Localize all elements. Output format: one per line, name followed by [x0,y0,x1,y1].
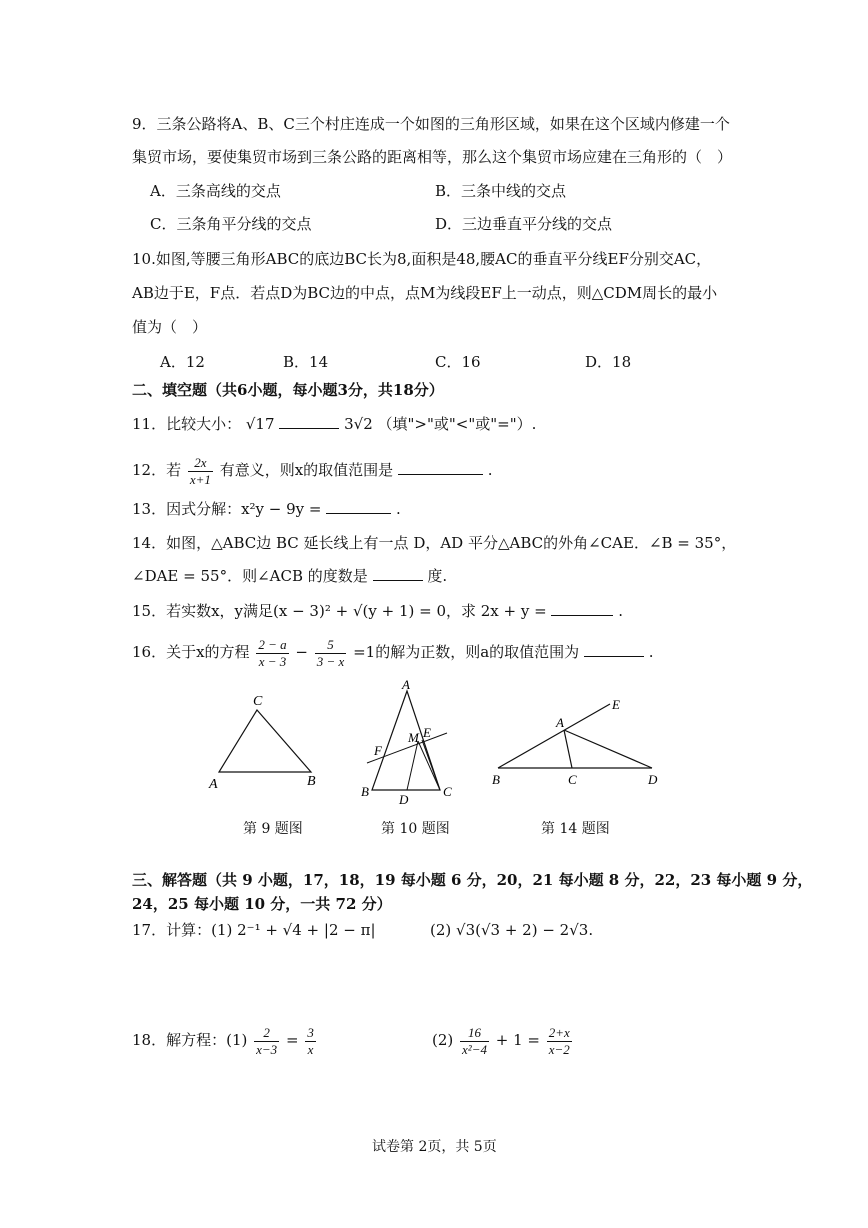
q16-answer-blank[interactable] [584,642,644,657]
q12-numerator: 2x [188,455,213,472]
q10-line1: 10.如图,等腰三角形ABC的底边BC长为8,面积是48,腰AC的垂直平分线EF分别交AC， [132,250,712,268]
q12-end: . [487,461,493,479]
q11-left: √17 [245,415,275,433]
q10-option-d: D．18 [585,353,632,371]
q16-denominator-1: x − 3 [258,653,287,669]
q16-numerator-2: 5 [315,637,347,654]
q13-end: . [396,500,401,518]
q18-part2 [432,1022,574,1058]
q10-option-c: C．16 [435,353,481,371]
fig14-label-d: D [648,772,658,787]
q18-p1-numerator-1: 2 [254,1025,279,1042]
q18-p1-denominator-2: x [307,1041,314,1057]
q11 [132,414,536,434]
q18-p1-fraction-2 [305,1025,316,1058]
q17-part1: 17．计算：(1) 2⁻¹ + √4 + |2 − π| [132,921,376,939]
fig10-caption: 第 10 题图 [381,821,450,837]
fig10-label-m: M [408,730,419,745]
q9-option-b: B．三条中线的交点 [435,182,567,200]
q12 [132,452,493,488]
q14-end: 度. [427,567,448,585]
q18-p2-numerator-2: 2+x [548,1024,570,1040]
q12-denominator: x+1 [189,471,211,487]
q12-mid: 有意义，则x的取值范围是 [219,461,394,479]
q18-p2-denominator-2: x−2 [548,1041,570,1057]
q18-p2-fraction-1 [460,1025,489,1058]
q11-answer-blank[interactable] [279,414,339,429]
q9-line2: 集贸市场，要使集贸市场到三条公路的距离相等，那么这个集贸市场应建在三角形的（ ） [132,148,733,166]
q14-line2-text: ∠DAE = 55°．则∠ACB 的度数是 [132,567,368,585]
q16-numerator-1: 2 − a [258,636,287,652]
fig14-caption: 第 14 题图 [541,821,610,837]
q17-part2: (2) √3(√3 + 2) − 2√3. [430,921,594,939]
q13-text: 13．因式分解：x²y − 9y = [132,500,327,518]
fig10-label-e: E [423,725,431,740]
q16-fraction-1 [256,637,288,670]
q16-end: . [648,643,654,661]
q12-prefix: 12．若 [132,461,182,479]
q16-denominator-2: 3 − x [316,653,345,669]
fig10-label-a: A [402,677,410,692]
q18-part1 [132,1022,318,1058]
q10-line2: AB边于E，F点．若点D为BC边的中点，点M为线段EF上一动点，则△CDM周长的最小 [132,284,718,302]
section2-title: 二、填空题（共6小题，每小题3分，共18分） [132,381,444,399]
q16-fraction-2 [315,637,347,670]
fig14-label-a: A [556,715,564,730]
q10-option-a: A．12 [160,353,205,371]
q13 [132,499,401,519]
q12-fraction [188,455,213,488]
q11-prefix: 11．比较大小： [132,415,242,433]
q13-answer-blank[interactable] [326,499,391,514]
q18-p1-denominator-1: x−3 [256,1041,278,1057]
q10-line3: 值为（ ） [132,318,208,336]
q16-mid: =1的解为正数，则a的取值范围为 [353,643,580,661]
page-footer: 试卷第 2页，共 5页 [372,1139,497,1155]
q11-right: 3√2 [344,415,373,433]
q9-option-c: C．三条角平分线的交点 [150,215,312,233]
q14-answer-blank[interactable] [373,566,423,581]
fig14-label-b: B [492,772,500,787]
q14-line2 [132,566,447,586]
q12-answer-blank[interactable] [398,460,483,475]
q18-p1-numerator-2: 3 [307,1024,314,1040]
q15-end: . [618,602,624,620]
fig9-triangle [205,688,325,798]
q16 [132,634,654,670]
q18-p2-mid: + 1 = [495,1031,540,1049]
q18-p1-equals: = [285,1031,299,1049]
q18-p2-prefix: (2) [432,1031,454,1049]
fig14-label-c: C [568,772,577,787]
q9-option-d: D．三边垂直平分线的交点 [435,215,613,233]
q18-p1-fraction-1 [254,1025,279,1058]
fig10-label-f: F [374,743,382,758]
fig14-label-e: E [612,697,620,712]
q16-prefix: 16．关于x的方程 [132,643,250,661]
q11-suffix: （填">"或"<"或"="）. [377,415,537,433]
q15 [132,601,623,621]
fig9-label-b: B [307,774,316,789]
fig9-caption: 第 9 题图 [243,821,303,837]
fig10-triangle [355,675,465,810]
q14-line1: 14．如图，△ABC边 BC 延长线上有一点 D，AD 平分△ABC的外角∠CAE．∠B = 35°， [132,534,737,552]
q18-p2-denominator-1: x²−4 [462,1041,487,1057]
q10-option-b: B．14 [283,353,329,371]
q9-line1: 9．三条公路将A、B、C三个村庄连成一个如图的三角形区域，如果在这个区域内修建一个 [132,115,730,133]
q9-option-a: A．三条高线的交点 [150,182,281,200]
q15-text: 15．若实数x，y满足(x − 3)² + √(y + 1) = 0，求 2x + y = [132,602,547,620]
fig14-triangle [488,692,673,792]
fig10-label-c: C [443,784,452,799]
q18-p2-numerator-1: 16 [460,1025,489,1042]
section3-line2: 24，25 每小题 10 分，一共 72 分） [132,895,392,913]
q15-answer-blank[interactable] [551,601,613,616]
q18-p2-fraction-2 [547,1025,572,1058]
fig10-label-b: B [361,784,369,799]
section3-line1: 三、解答题（共 9 小题，17，18，19 每小题 6 分，20，21 每小题 8 分，22，23 每小题 9 分， [132,871,813,889]
q18-prefix: 18．解方程：(1) [132,1031,248,1049]
fig9-label-a: A [209,777,218,792]
fig10-label-d: D [399,792,409,807]
fig9-label-c: C [253,694,263,709]
q16-minus: − [295,643,308,661]
